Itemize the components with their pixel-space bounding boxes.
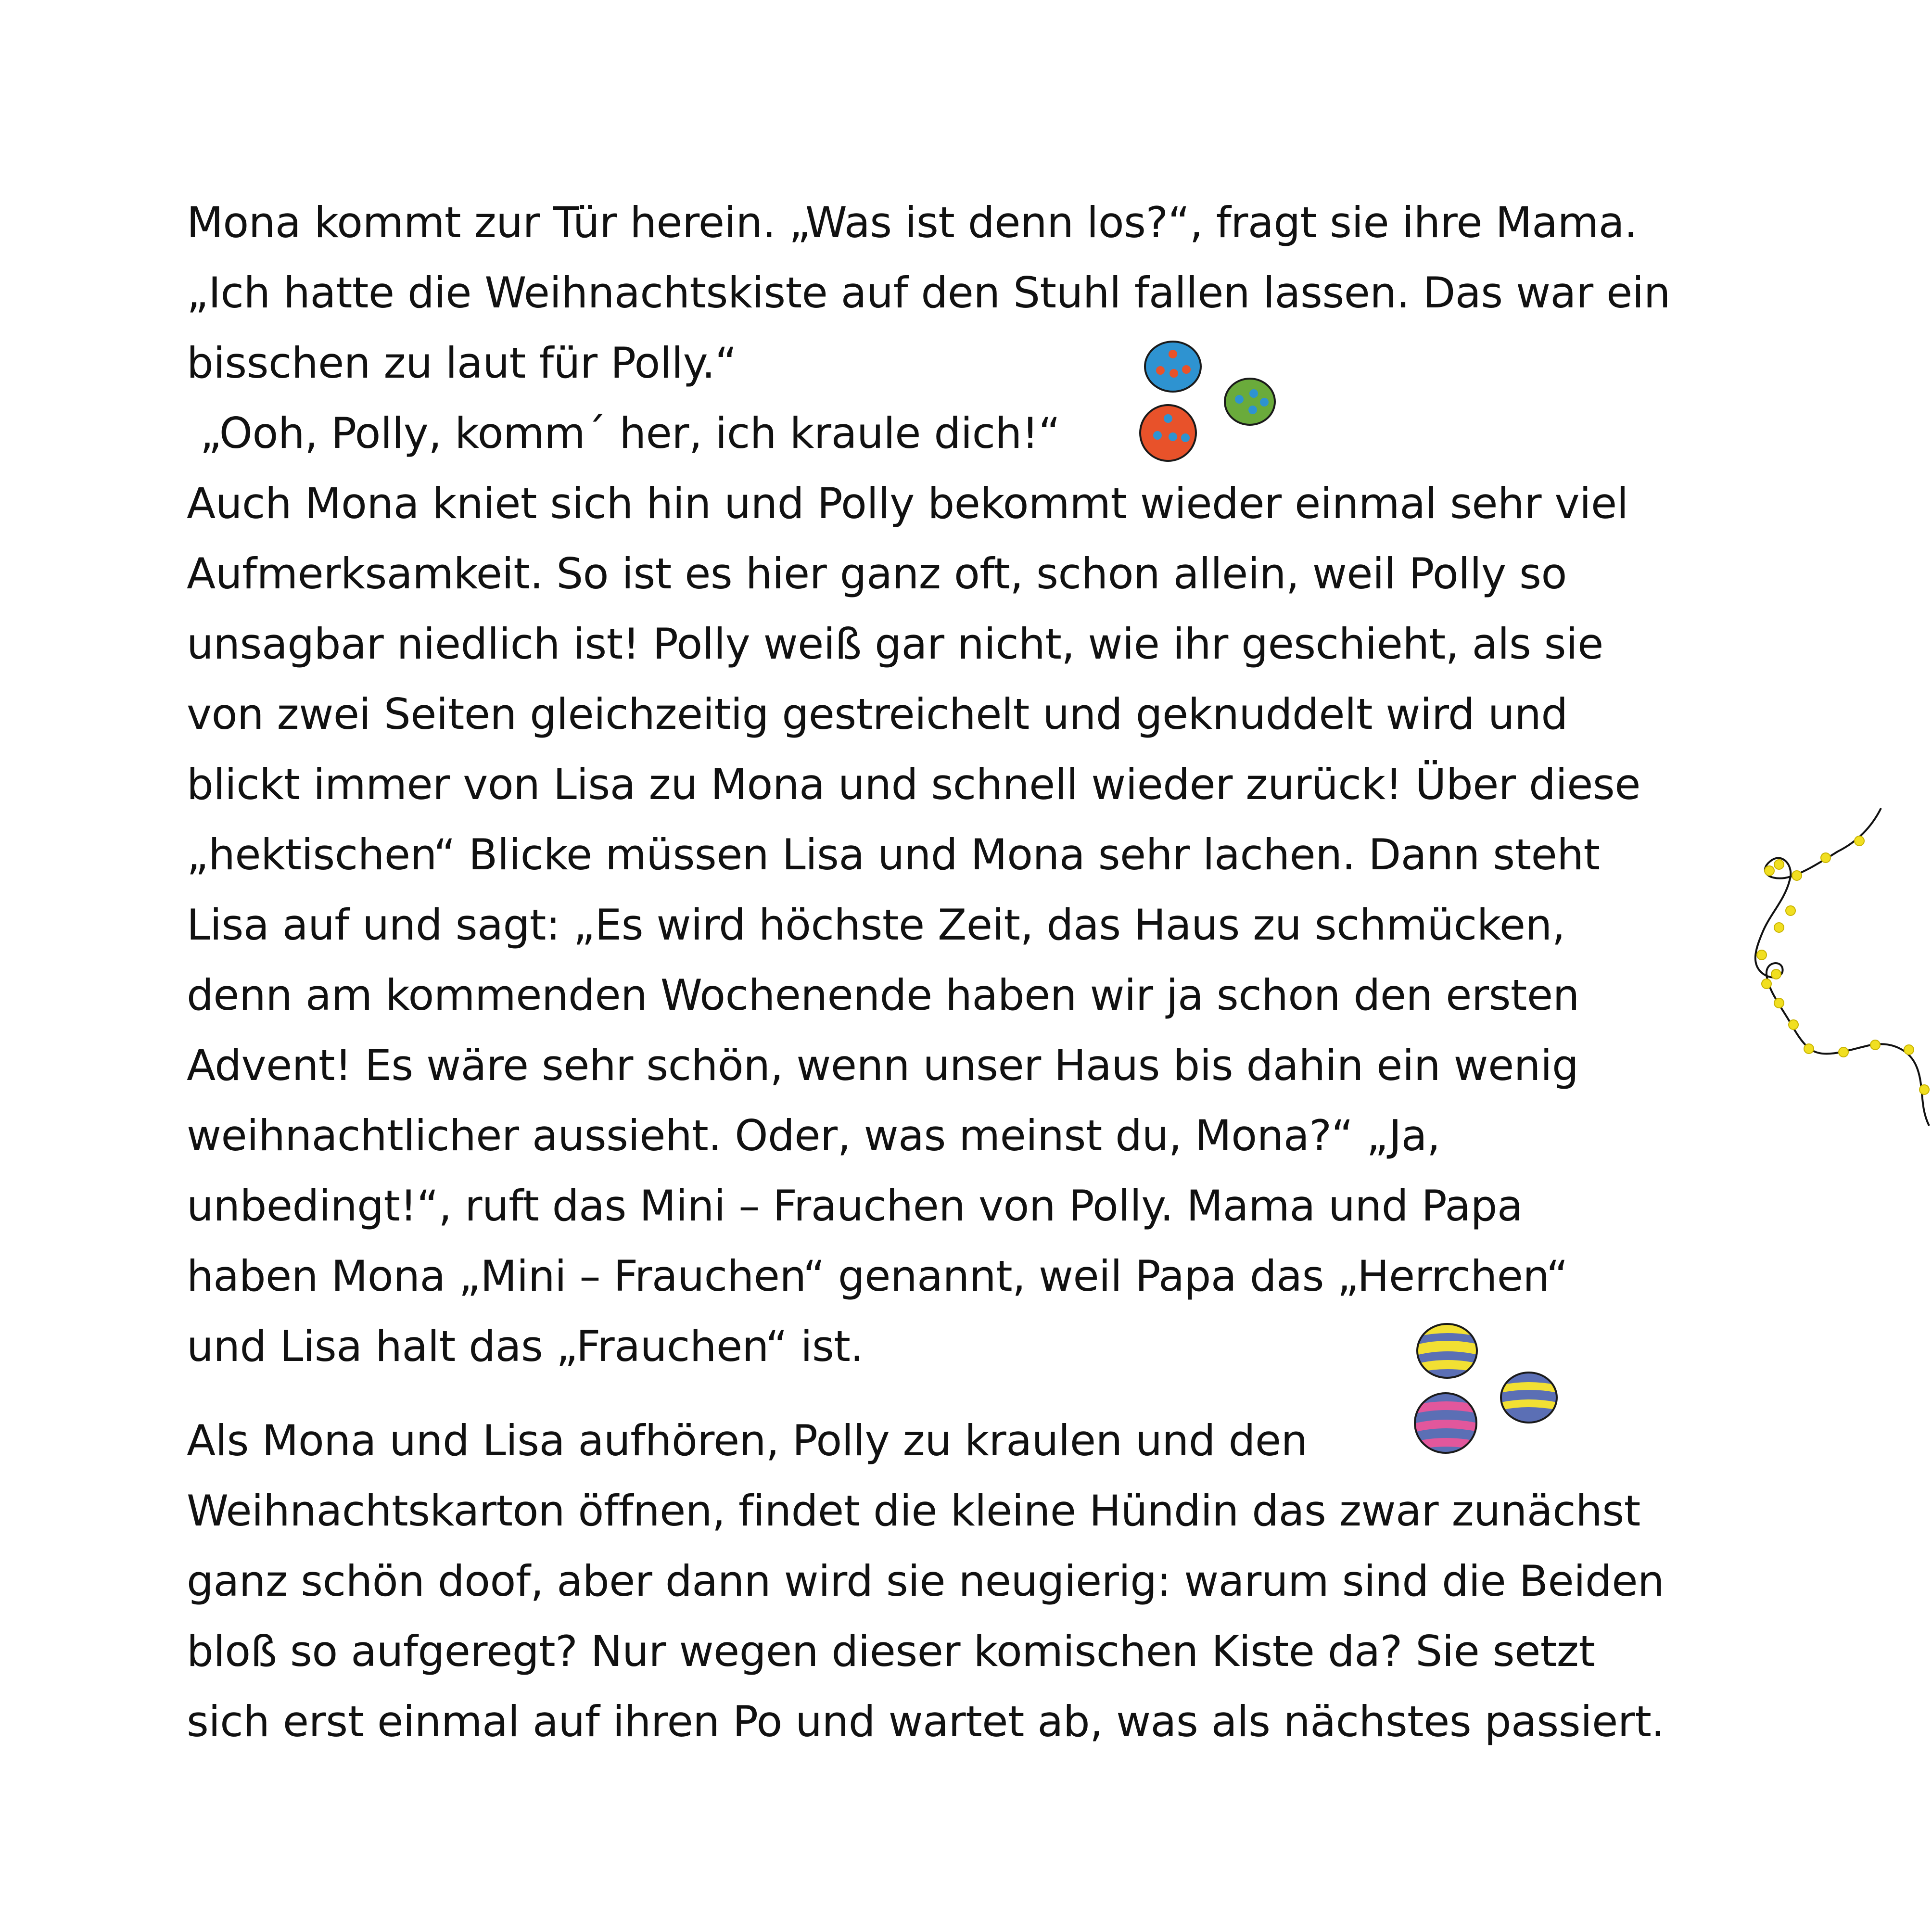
light-wire (1755, 808, 1929, 1126)
text-line: unbedingt!“, ruft das Mini – Frauchen von Polly. Mama und Papa (187, 1181, 1523, 1231)
text-line: haben Mona „Mini – Frauchen“ genannt, weil Papa das „Herrchen“ (187, 1251, 1568, 1301)
striped-christmas-balls-icon (1410, 1318, 1568, 1458)
text-line: sich erst einmal auf ihren Po und wartet ab, was als nächstes passiert. (187, 1697, 1665, 1746)
text-line: Weihnachtskarton öffnen, findet die kleine Hündin das zwar zunächst (187, 1486, 1640, 1536)
text-line: Aufmerksamkeit. So ist es hier ganz oft, schon allein, weil Polly so (187, 549, 1567, 598)
text-line: Mona kommt zur Tür herein. „Was ist denn los?“, fragt sie ihre Mama. (187, 198, 1638, 247)
light-bulbs (1757, 836, 1929, 1094)
text-line: Advent! Es wäre sehr schön, wenn unser Haus bis dahin ein wenig (187, 1041, 1579, 1090)
fairy-lights-string-icon (1732, 799, 1932, 1183)
striped-ball-yellow-blue-icon (1410, 1318, 1487, 1385)
text-line: ganz schön doof, aber dann wird sie neugierig: warum sind die Beiden (187, 1556, 1665, 1606)
striped-ball-blue-yellow-icon (1496, 1366, 1563, 1434)
text-line: Auch Mona kniet sich hin und Polly bekommt wieder einmal sehr viel (187, 479, 1628, 528)
text-line: Lisa auf und sagt: „Es wird höchste Zeit, das Haus zu schmücken, (187, 900, 1565, 950)
text-line: „Ich hatte die Weihnachtskiste auf den Stuhl fallen lassen. Das war ein (187, 268, 1670, 318)
text-line: blickt immer von Lisa zu Mona und schnell wieder zurück! Über diese (187, 760, 1640, 809)
orange-ball-icon (1140, 405, 1196, 461)
text-line: von zwei Seiten gleichzeitig gestreichelt und geknuddelt wird und (187, 689, 1568, 739)
dotted-christmas-balls-icon (1135, 337, 1294, 471)
text-line: „Ooh, Polly, komm´ her, ich kraule dich!“ (187, 408, 1060, 458)
text-line: Als Mona und Lisa aufhören, Polly zu kraulen und den (187, 1416, 1308, 1465)
story-text (187, 188, 1755, 1757)
text-line: bloß so aufgeregt? Nur wegen dieser komischen Kiste da? Sie setzt (187, 1627, 1595, 1676)
story-paragraph-2 (187, 1406, 1755, 1757)
text-line: unsagbar niedlich ist! Polly weiß gar nicht, wie ihr geschieht, als sie (187, 619, 1603, 669)
blue-ball-icon (1145, 342, 1201, 392)
text-line: „hektischen“ Blicke müssen Lisa und Mona sehr lachen. Dann steht (187, 830, 1600, 879)
text-line: denn am kommenden Wochenende haben wir ja schon den ersten (187, 970, 1579, 1020)
striped-ball-pink-blue-icon (1410, 1390, 1487, 1458)
text-line: bisschen zu laut für Polly.“ (187, 338, 737, 388)
text-line: weihnachtlicher aussieht. Oder, was meinst du, Mona?“ „Ja, (187, 1111, 1440, 1160)
text-line: und Lisa halt das „Frauchen“ ist. (187, 1322, 864, 1371)
story-paragraph-1 (187, 188, 1755, 1382)
